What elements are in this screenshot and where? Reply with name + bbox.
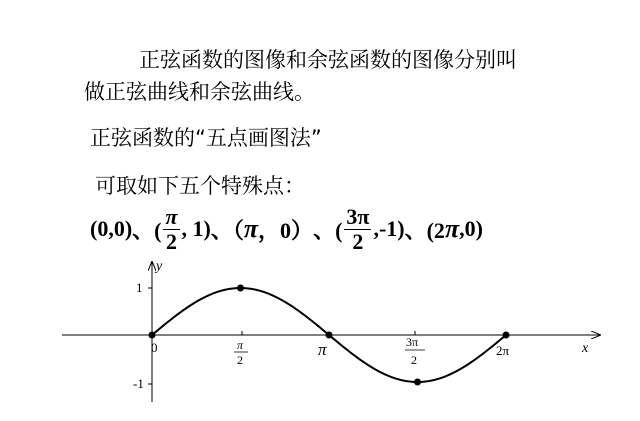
y-axis-label: y (156, 259, 163, 274)
key-point-4 (414, 379, 421, 386)
point-4-rest: ,-1) (373, 216, 405, 241)
key-point-5 (503, 332, 510, 339)
x-tick-pi-half-num: π (237, 338, 244, 352)
key-point-2 (237, 285, 244, 292)
point-origin: (0,0) (90, 216, 133, 241)
x-tick-pi-half-den: 2 (237, 353, 243, 367)
point-5-rest: ,0) (459, 216, 483, 241)
fraction-numerator: 3π (346, 203, 370, 229)
five-point-method-heading: 正弦函数的“五点画图法” (90, 126, 322, 150)
pi-symbol: π (444, 214, 460, 243)
paragraph-line-2: 做正弦曲线和余弦曲线。 (84, 80, 315, 104)
key-point-1 (149, 332, 156, 339)
pi-symbol: π (243, 214, 259, 243)
x-tick-3pi-half-num: 3π (406, 335, 419, 349)
paragraph-line-1: 正弦函数的图像和余弦函数的图像分别叫 (139, 48, 517, 72)
x-tick-2pi-label: 2π (496, 343, 510, 358)
y-tick-label-neg1: -1 (133, 376, 144, 391)
fraction-denominator: 2 (165, 228, 177, 254)
separator: 、(2 (404, 217, 445, 243)
fraction-denominator: 2 (352, 228, 364, 254)
point-2-rest: , 1) (181, 216, 211, 241)
point-3-rest: ，0） (258, 217, 314, 243)
separator: 、（ (210, 217, 244, 243)
separator: 、( (313, 217, 343, 243)
special-points-intro: 可取如下五个特殊点： (95, 174, 305, 198)
y-tick-label-1: 1 (136, 280, 143, 295)
key-point-3 (326, 332, 333, 339)
x-axis-label: x (582, 341, 589, 356)
fraction-numerator: π (165, 203, 178, 229)
x-tick-3pi-half-den: 2 (411, 353, 417, 367)
origin-label: 0 (151, 340, 158, 355)
separator: 、( (132, 217, 162, 243)
x-tick-pi-label: π (318, 340, 327, 359)
